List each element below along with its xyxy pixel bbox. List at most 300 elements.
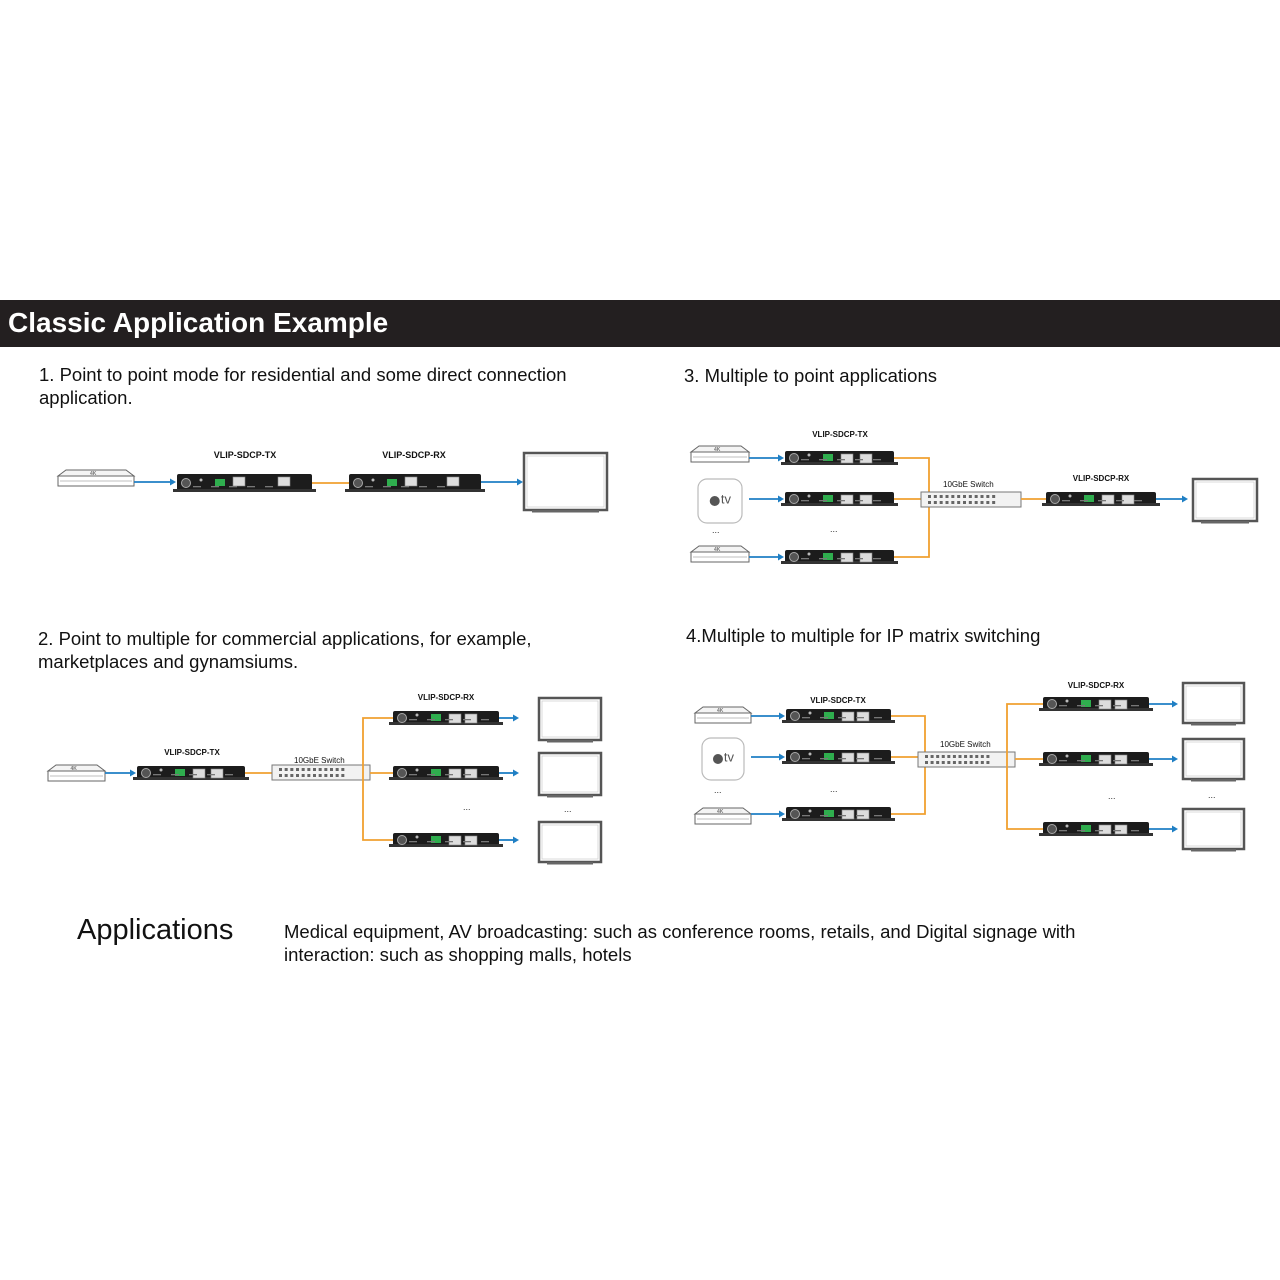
rj45-port	[193, 769, 205, 778]
port-label	[211, 486, 219, 487]
port-label	[819, 500, 827, 501]
device-flange	[1042, 503, 1160, 506]
port-label	[229, 486, 237, 487]
switch-port	[279, 768, 282, 771]
arrow-head	[513, 770, 519, 777]
switch-port	[970, 761, 973, 764]
port-label	[463, 774, 471, 775]
rj45-port	[842, 810, 854, 819]
switch-port	[992, 501, 995, 504]
switch-port	[936, 761, 939, 764]
port-label	[819, 558, 827, 559]
port-label	[837, 459, 845, 460]
switch-port	[324, 774, 327, 777]
port-label	[463, 719, 471, 720]
switch-port	[975, 501, 978, 504]
switch-body	[272, 765, 370, 780]
logo-dot	[808, 495, 811, 498]
switch-port	[290, 774, 293, 777]
port-label	[1059, 760, 1067, 761]
tv-stand	[1201, 521, 1249, 524]
port-label	[837, 500, 845, 501]
port-label	[874, 717, 882, 718]
switch-port	[934, 501, 937, 504]
arrow-head	[517, 479, 523, 486]
port-label	[445, 841, 453, 842]
tv-screen	[1196, 482, 1254, 518]
logo-dot	[1066, 700, 1069, 703]
port-label	[873, 459, 881, 460]
switch-port	[324, 768, 327, 771]
tv-screen	[527, 456, 604, 507]
scenario-1-title-line2: application.	[39, 387, 133, 408]
port-label	[1131, 760, 1139, 761]
switch-port	[969, 501, 972, 504]
port-label	[481, 841, 489, 842]
port-label	[838, 717, 846, 718]
source-badge: 4K	[717, 708, 724, 714]
scenario-1-title-line1: 1. Point to point mode for residential and some direct connection	[39, 364, 567, 385]
rj45-port	[860, 454, 872, 463]
arrow-head	[779, 811, 785, 818]
arrow-head	[779, 713, 785, 720]
s3-appletv	[698, 479, 742, 523]
arrow-head	[1172, 756, 1178, 763]
switch-port	[959, 755, 962, 758]
s4-tx-device-1	[782, 709, 895, 723]
rj45-port	[842, 712, 854, 721]
switch-port	[964, 761, 967, 764]
port-label	[225, 774, 233, 775]
arrow-head	[779, 754, 785, 761]
power-port	[142, 769, 151, 778]
port-label	[801, 500, 809, 501]
s3-source-1	[691, 446, 749, 462]
switch-port	[934, 495, 937, 498]
scenario-4-title-line1: 4.Multiple to multiple for IP matrix switching	[686, 625, 1041, 646]
tv-screen	[542, 756, 598, 792]
device-flange	[1039, 763, 1153, 766]
device-flange	[781, 561, 898, 564]
s3-tx-device-3	[781, 550, 898, 564]
switch-port	[953, 755, 956, 758]
switch-port	[302, 768, 305, 771]
tv-screen	[1186, 812, 1241, 846]
power-port	[791, 753, 800, 762]
logo-dot	[808, 553, 811, 556]
apple-logo-icon	[710, 496, 720, 506]
rj45-port	[449, 714, 461, 723]
source-badge: 4K	[714, 547, 721, 553]
network-cable	[1007, 704, 1043, 759]
s1-tx-label: VLIP-SDCP-TX	[213, 450, 277, 460]
device-flange	[345, 489, 485, 492]
applications-text	[284, 920, 1184, 966]
device-flange	[781, 503, 898, 506]
network-cable	[1007, 759, 1043, 829]
port-label	[427, 774, 435, 775]
power-port	[182, 479, 191, 488]
tv-stand	[547, 862, 593, 865]
switch-port	[986, 501, 989, 504]
port-label	[1113, 760, 1121, 761]
power-port	[1048, 700, 1057, 709]
tv-stand	[1191, 849, 1236, 852]
switch-port	[964, 755, 967, 758]
port-label	[874, 815, 882, 816]
switch-port	[336, 774, 339, 777]
s4-tx-label: VLIP-SDCP-TX	[810, 696, 866, 705]
port-label	[247, 486, 255, 487]
switch-port	[925, 755, 928, 758]
scenario-2-title-line1: 2. Point to multiple for commercial applications, for example,	[38, 628, 532, 649]
port-label	[409, 719, 417, 720]
port-label	[801, 459, 809, 460]
switch-port	[313, 774, 316, 777]
port-label	[855, 500, 863, 501]
port-label	[1131, 830, 1139, 831]
power-port	[398, 836, 407, 845]
s2-source-device	[48, 765, 105, 781]
switch-port	[330, 768, 333, 771]
s2-display-ellipsis: ...	[564, 804, 572, 814]
port-label	[856, 815, 864, 816]
s3-switch	[921, 492, 1021, 507]
terminal-block	[387, 479, 397, 486]
port-label	[1059, 705, 1067, 706]
rj45-port	[465, 769, 477, 778]
arrow-head	[778, 455, 784, 462]
switch-port	[957, 501, 960, 504]
rj45-port	[211, 769, 223, 778]
s4-tx-ellipsis: ...	[830, 784, 838, 794]
s3-display	[1193, 479, 1257, 524]
power-port	[790, 454, 799, 463]
s4-tx-device-3	[782, 807, 895, 821]
port-label	[1095, 705, 1103, 706]
switch-port	[981, 501, 984, 504]
port-label	[409, 774, 417, 775]
switch-port	[296, 768, 299, 771]
tv-stand	[547, 795, 593, 798]
arrow-head	[1172, 826, 1178, 833]
port-label	[445, 719, 453, 720]
port-label	[445, 774, 453, 775]
s3-tx-ellipsis: ...	[830, 524, 838, 534]
port-label	[409, 841, 417, 842]
port-label	[437, 486, 445, 487]
port-label	[874, 758, 882, 759]
switch-port	[981, 761, 984, 764]
port-label	[1113, 830, 1121, 831]
port-label	[873, 558, 881, 559]
port-label	[265, 486, 273, 487]
switch-port	[981, 755, 984, 758]
port-label	[189, 774, 197, 775]
switch-port	[953, 761, 956, 764]
port-label	[1059, 830, 1067, 831]
s4-tx-device-2	[782, 750, 895, 764]
logo-dot	[372, 479, 375, 482]
page-title: Classic Application Example	[8, 307, 389, 338]
switch-body	[918, 752, 1015, 767]
port-label	[1098, 500, 1106, 501]
logo-dot	[1066, 825, 1069, 828]
switch-port	[928, 501, 931, 504]
port-label	[419, 486, 427, 487]
s1-display	[524, 453, 607, 513]
port-label	[1077, 760, 1085, 761]
port-label	[463, 841, 471, 842]
source-badge: 4K	[90, 471, 97, 477]
switch-port	[946, 495, 949, 498]
network-cable	[891, 763, 925, 814]
switch-port	[940, 501, 943, 504]
device-flange	[389, 844, 503, 847]
device-flange	[782, 818, 895, 821]
logo-dot	[1069, 495, 1072, 498]
rj45-port	[857, 753, 869, 762]
s2-display-1	[539, 698, 601, 743]
scenario-2-title-line2: marketplaces and gynamsiums.	[38, 651, 299, 672]
s2-rx-device-3	[389, 833, 503, 847]
rj45-port	[860, 495, 872, 504]
s4-source-3	[695, 808, 751, 824]
power-port	[398, 769, 407, 778]
s2-tx-label: VLIP-SDCP-TX	[164, 748, 220, 757]
device-flange	[1039, 708, 1153, 711]
port-label	[1077, 830, 1085, 831]
power-port	[790, 553, 799, 562]
port-label	[802, 815, 810, 816]
device-flange	[782, 720, 895, 723]
arrow-head	[130, 770, 136, 777]
port-label	[171, 774, 179, 775]
port-label	[481, 774, 489, 775]
s1-source-device	[58, 470, 134, 486]
switch-port	[975, 755, 978, 758]
scenario-3-title-line1: 3. Multiple to point applications	[684, 365, 937, 386]
switch-port	[951, 495, 954, 498]
rj45-port	[1099, 755, 1111, 764]
arrow-head	[1182, 496, 1188, 503]
s4-display-1	[1183, 683, 1244, 726]
switch-port	[981, 495, 984, 498]
switch-port	[936, 755, 939, 758]
switch-port	[285, 774, 288, 777]
switch-port	[319, 774, 322, 777]
arrow-head	[513, 837, 519, 844]
arrow-head	[778, 554, 784, 561]
s1-rx-device	[345, 474, 485, 492]
s4-rx-device-1	[1039, 697, 1153, 711]
s2-switch-label: 10GbE Switch	[294, 756, 345, 765]
s4-display-3	[1183, 809, 1244, 852]
s2-rx-device-1	[389, 711, 503, 725]
applications-heading: Applications	[77, 914, 234, 946]
switch-port	[319, 768, 322, 771]
rj45-port	[405, 477, 417, 486]
arrow-head	[1172, 701, 1178, 708]
terminal-block	[215, 479, 225, 486]
s3-tx-device-2	[781, 492, 898, 506]
s3-source-3	[691, 546, 749, 562]
s3-tx-label: VLIP-SDCP-TX	[812, 430, 868, 439]
port-label	[481, 719, 489, 720]
switch-port	[963, 501, 966, 504]
switch-port	[307, 768, 310, 771]
rj45-port	[842, 753, 854, 762]
s4-rx-device-3	[1039, 822, 1153, 836]
s4-source-ellipsis: ...	[714, 785, 722, 795]
switch-port	[925, 761, 928, 764]
switch-port	[975, 761, 978, 764]
switch-port	[986, 755, 989, 758]
switch-port	[992, 495, 995, 498]
rj45-port	[860, 553, 872, 562]
switch-port	[330, 774, 333, 777]
port-label	[401, 486, 409, 487]
logo-dot	[809, 753, 812, 756]
s2-rx-ellipsis: ...	[463, 802, 471, 812]
port-label	[153, 774, 161, 775]
s4-source-1	[695, 707, 751, 723]
switch-port	[947, 761, 950, 764]
switch-port	[959, 761, 962, 764]
port-label	[855, 558, 863, 559]
logo-dot	[416, 769, 419, 772]
switch-port	[931, 755, 934, 758]
rj45-port	[1115, 825, 1127, 834]
rj45-port	[1102, 495, 1114, 504]
switch-body	[921, 492, 1021, 507]
switch-port	[279, 774, 282, 777]
s3-tx-device-1	[781, 451, 898, 465]
port-label	[820, 815, 828, 816]
port-label	[820, 758, 828, 759]
s3-rx-device	[1042, 492, 1160, 506]
s4-appletv	[702, 738, 744, 780]
port-label	[819, 459, 827, 460]
switch-port	[951, 501, 954, 504]
s2-switch	[272, 765, 370, 780]
port-label	[802, 717, 810, 718]
device-flange	[781, 462, 898, 465]
appletv-label: tv	[720, 491, 732, 507]
source-badge: 4K	[714, 447, 721, 453]
s4-switch	[918, 752, 1015, 767]
tv-screen	[542, 825, 598, 859]
logo-dot	[416, 836, 419, 839]
port-label	[837, 558, 845, 559]
switch-port	[942, 761, 945, 764]
power-port	[354, 479, 363, 488]
s2-tx-device	[133, 766, 249, 780]
device-flange	[389, 722, 503, 725]
switch-port	[942, 755, 945, 758]
s2-display-3	[539, 822, 601, 865]
rj45-port	[1122, 495, 1134, 504]
arrow-head	[513, 715, 519, 722]
power-port	[791, 810, 800, 819]
network-cable	[363, 773, 393, 840]
rj45-port	[857, 712, 869, 721]
rj45-port	[278, 477, 290, 486]
rj45-port	[857, 810, 869, 819]
s1-rx-label: VLIP-SDCP-RX	[382, 450, 446, 460]
rj45-port	[447, 477, 459, 486]
port-label	[1062, 500, 1070, 501]
device-flange	[782, 761, 895, 764]
switch-port	[336, 768, 339, 771]
s2-display-2	[539, 753, 601, 798]
network-cable	[894, 458, 929, 494]
arrow-head	[170, 479, 176, 486]
switch-port	[285, 768, 288, 771]
power-port	[1048, 755, 1057, 764]
port-label	[802, 758, 810, 759]
port-label	[856, 717, 864, 718]
logo-dot	[160, 769, 163, 772]
s1-tx-device	[173, 474, 316, 492]
rj45-port	[1099, 700, 1111, 709]
apple-logo-icon	[713, 754, 723, 764]
switch-port	[307, 774, 310, 777]
s2-rx-device-2	[389, 766, 503, 780]
tv-stand	[547, 740, 593, 743]
port-label	[838, 758, 846, 759]
device-flange	[173, 489, 316, 492]
switch-port	[290, 768, 293, 771]
rj45-port	[841, 495, 853, 504]
port-label	[1095, 830, 1103, 831]
port-label	[1131, 705, 1139, 706]
switch-port	[975, 495, 978, 498]
power-port	[398, 714, 407, 723]
port-label	[365, 486, 373, 487]
tv-stand	[1191, 723, 1236, 726]
switch-port	[986, 761, 989, 764]
port-label	[1134, 500, 1142, 501]
logo-dot	[809, 712, 812, 715]
rj45-port	[449, 836, 461, 845]
s4-rx-label: VLIP-SDCP-RX	[1067, 681, 1125, 690]
switch-port	[963, 495, 966, 498]
rj45-port	[465, 836, 477, 845]
switch-port	[341, 768, 344, 771]
s4-rx-device-2	[1039, 752, 1153, 766]
rj45-port	[841, 454, 853, 463]
port-label	[207, 774, 215, 775]
port-label	[1077, 705, 1085, 706]
port-label	[427, 841, 435, 842]
arrow-head	[778, 496, 784, 503]
switch-port	[947, 755, 950, 758]
power-port	[790, 495, 799, 504]
port-label	[820, 717, 828, 718]
port-label	[1113, 705, 1121, 706]
switch-port	[302, 774, 305, 777]
logo-dot	[200, 479, 203, 482]
device-flange	[389, 777, 503, 780]
port-label	[193, 486, 201, 487]
power-port	[1051, 495, 1060, 504]
s4-switch-label: 10GbE Switch	[940, 740, 991, 749]
port-label	[427, 719, 435, 720]
device-flange	[133, 777, 249, 780]
rj45-port	[233, 477, 245, 486]
s4-rx-ellipsis: ...	[1108, 791, 1116, 801]
